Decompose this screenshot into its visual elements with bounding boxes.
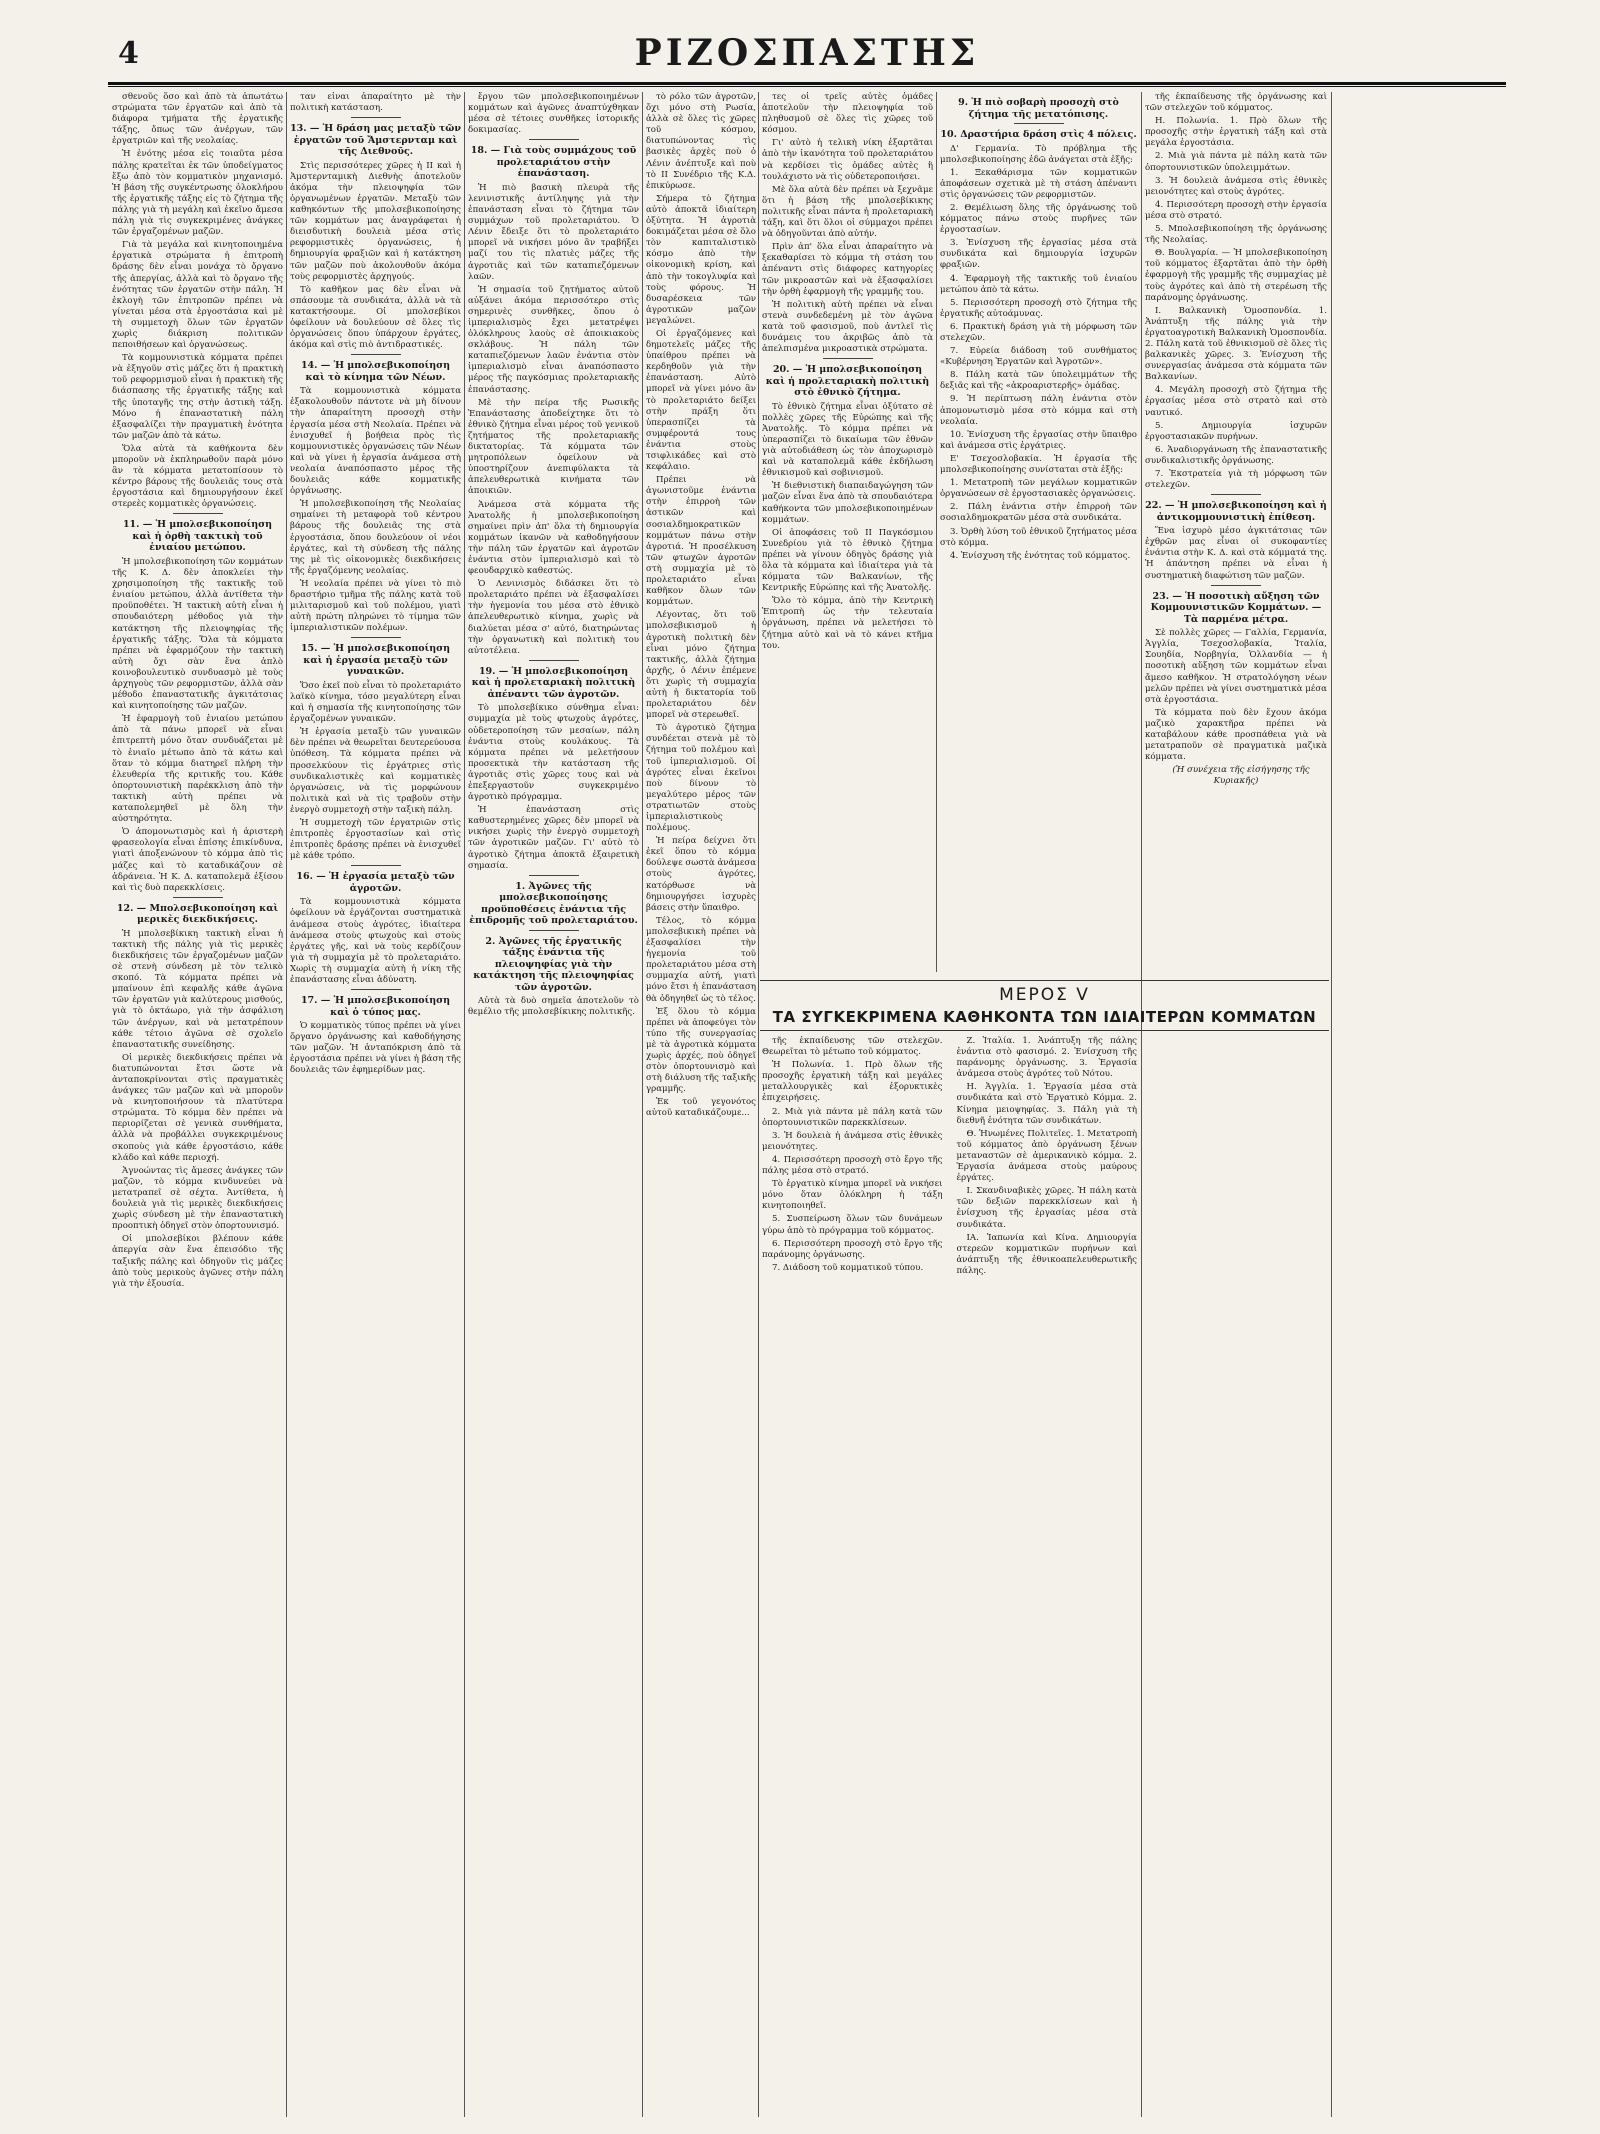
article-paragraph: Λέγοντας, ὅτι τοῦ μπολσεβικισμοῦ ἡ ἀγροτικὴ πολιτικὴ δὲν εἶναι μόνο ζήτημα τακτικῆς, ἀλλὰ ζήτημα ἀρχῆς, ὁ Λένιν ἐπέμενε ὅτι χωρὶς τὴ συμμαχία αὐτὴ ἡ δικτατορία τοῦ προλεταριάτου δὲν μπορεῖ νὰ στερεωθεῖ.	[646, 610, 756, 721]
article-paragraph: Ἡ νεολαία πρέπει νὰ γίνει τὸ πιὸ δραστήριο τμῆμα τῆς πάλης κατὰ τοῦ μιλιταρισμοῦ καὶ τοῦ πολέμου, γιατὶ αὐτὴ πρώτη πληρώνει τὸ τίμημα τῶν ἰμπεριαλιστικῶν πολέμων.	[290, 578, 461, 634]
column-1	[112, 92, 283, 2117]
article-paragraph: Ἡ πείρα δείχνει ὅτι ἐκεῖ ὅπου τὸ κόμμα δούλεψε σωστὰ ἀνάμεσα στοὺς ἀγρότες, κατόρθωσε νὰ δημιουργήσει ἰσχυρὲς βάσεις στὴν ὕπαιθρο.	[646, 836, 756, 913]
article-paragraph: Ὅσο ἐκεῖ ποὺ εἶναι τὸ προλεταριάτο λαϊκὸ κίνημα, τόσο μεγαλύτερη εἶναι καὶ ἡ σημασία τῆς κινητοποίησης τῶν ἐργαζομένων γυναικῶν.	[290, 680, 461, 725]
article-paragraph: 5. Δημιουργία ἰσχυρῶν ἐργοστασιακῶν πυρήνων.	[1145, 420, 1327, 442]
article-heading: 20. — Ἡ μπολσεβικοποίηση καὶ ἡ προλεταριακὴ πολιτικὴ στὸ ἐθνικὸ ζήτημα.	[765, 364, 930, 399]
article-paragraph: Ἕνα ἰσχυρὸ μέσο ἀγκιτάτσιας τῶν ἐχθρῶν μας εἶναι οἱ συκοφαντίες ἐνάντια στὴν Κ. Δ. καὶ στὰ κόμματά της. Ἡ ἀπάντηση πρέπει νὰ εἶναι ἡ συστηματικὴ διαφώτιση τῶν μαζῶν.	[1145, 526, 1327, 581]
article-paragraph: Σὲ πολλὲς χῶρες — Γαλλία, Γερμανία, Ἀγγλία, Τσεχοσλοβακία, Ἰταλία, Σουηδία, Νορβηγία, Ὁλλανδία — ἡ ποσοτικὴ αὔξηση τῶν κομμάτων εἶναι ἄμεσο καθῆκον. Ἡ στρατολόγηση νέων μελῶν πρέπει νὰ γίνει συστηματικὰ μέσα στὰ ἐργοστάσια.	[1145, 628, 1327, 705]
article-separator	[351, 117, 401, 118]
article-paragraph: Τὸ ἀγροτικὸ ζήτημα συνδέεται στενὰ μὲ τὸ ζήτημα τοῦ πολέμου καὶ τοῦ ἰμπεριαλισμοῦ. Οἱ ἀγρότες εἶναι ἐκεῖνοι ποὺ δίνουν τὸ μεγαλύτερο μέρος τῶν στρατιωτῶν στοὺς ἰμπεριαλιστικοὺς πολέμους.	[646, 723, 756, 834]
article-paragraph: Ἡ πιὸ βασικὴ πλευρὰ τῆς λενινιστικῆς ἀντίληψης γιὰ τὴν ἐπανάσταση εἶναι τὸ ζήτημα τῶν συμμάχων τοῦ προλεταριάτου. Ὁ Λένιν ἔδειξε ὅτι τὸ προλεταριάτο μπορεῖ νὰ νικήσει μόνο ἂν τραβήξει μαζί του τὶς πλατιὲς μάζες τῆς ἀγροτιᾶς καὶ τῶν καταπιεζόμενων λαῶν.	[468, 182, 639, 282]
article-paragraph: Πρὶν ἀπ' ὅλα εἶναι ἀπαραίτητο νὰ ξεκαθαρίσει τὸ κόμμα τὴ στάση του ἀπέναντι στὶς διάφορες κατηγορίες τῶν μικροαστῶν καὶ νὰ ἐξασφαλίσει τὴν ὀρθὴ ἐφαρμογὴ τῆς γραμμῆς του.	[762, 242, 933, 297]
article-paragraph: Μὲ τὴν πείρα τῆς Ρωσικῆς Ἐπανάστασης ἀποδείχτηκε ὅτι τὸ ἐθνικὸ ζήτημα εἶναι μέρος τοῦ γενικοῦ ζητήματος τῆς προλεταριακῆς δικτατορίας. Τὰ κόμματα τῶν μητροπόλεων ὀφείλουν νὰ ὑποστηρίζουν ἀνεπιφύλακτα τὰ ἀπελευθερωτικὰ κινήματα τῶν ἀποικιῶν.	[468, 397, 639, 497]
article-separator	[173, 513, 223, 514]
column-6	[940, 92, 1137, 972]
article-paragraph: Τὰ κόμματα ποὺ δὲν ἔχουν ἀκόμα μαζικὸ χαρακτῆρα πρέπει νὰ καταβάλουν κάθε προσπάθεια γιὰ νὰ μετατραποῦν σὲ πραγματικὰ μαζικὰ κόμματα.	[1145, 707, 1327, 763]
article-paragraph: 4. Ἐνίσχυση τῆς ἑνότητας τοῦ κόμματος.	[950, 550, 1131, 561]
article-paragraph: Οἱ μερικὲς διεκδικήσεις πρέπει νὰ διατυπώνονται ἔτσι ὥστε νὰ ἀνταποκρίνονται στὶς πραγματικὲς ἀνάγκες τῶν μαζῶν καὶ νὰ μποροῦν νὰ κινητοποιήσουν τὰ πλατύτερα στρώματα. Τὸ κόμμα δὲν πρέπει νὰ περιορίζεται σὲ γενικὰ συνθήματα, ἀλλὰ νὰ προβάλλει συγκεκριμένους σκοποὺς γιὰ κάθε ἐργοστάσιο, κάθε κλάδο καὶ κάθε περιοχή.	[112, 1052, 283, 1163]
article-separator	[529, 930, 579, 931]
column-divider	[936, 92, 937, 972]
article-paragraph: Ἡ μπολσεβικοποίηση τῆς Νεολαίας σημαίνει τὴ μεταφορὰ τοῦ κέντρου βάρους τῆς δουλειᾶς της στὰ ἐργοστάσια, ὅπου δουλεύουν οἱ νέοι ἐργάτες, καὶ τὴ σύνδεση τῆς πάλης της μὲ τὶς οἰκονομικὲς διεκδικήσεις τῆς ἐργαζόμενης νεολαίας.	[290, 499, 461, 576]
article-paragraph: Οἱ μπολσεβίκοι βλέπουν κάθε ἀπεργία σὰν ἕνα ἐπεισόδιο τῆς ταξικῆς πάλης καὶ ὁδηγοῦν τὶς μάζες ἀπὸ τοὺς μερικοὺς ἀγῶνες στὴν πάλη γιὰ τὴν ἐξουσία.	[112, 1234, 283, 1289]
column-7	[1145, 92, 1327, 2117]
article-paragraph: ΙΑ. Ἰαπωνία καὶ Κίνα. Δημιουργία στερεῶν κομματικῶν πυρήνων καὶ ἀνάπτυξη τῆς ἐθνικοαπελευθερωτικῆς πάλης.	[956, 1232, 1137, 1276]
column-divider	[758, 92, 759, 2117]
article-separator	[529, 875, 579, 876]
article-paragraph: 6. Πρακτικὴ δράση γιὰ τὴ μόρφωση τῶν στελεχῶν.	[940, 321, 1137, 343]
article-paragraph: Πρέπει νὰ ἀγωνιστοῦμε ἐνάντια στὴν ἐπιρροὴ τῶν ἀστικῶν καὶ σοσιαλδημοκρατικῶν κομμάτων πάνω στὴν ἀγροτιά. Ἡ προσέλκυση τῶν φτωχῶν ἀγροτῶν στὴ συμμαχία μὲ τὸ προλεταριάτο εἶναι καθῆκον ὅλων τῶν κομμάτων.	[646, 475, 756, 608]
article-paragraph: Ἡ διεθνιστικὴ διαπαιδαγώγηση τῶν μαζῶν εἶναι ἕνα ἀπὸ τὰ σπουδαιότερα καθήκοντα τῶν μπολσεβικοποιημένων κομμάτων.	[762, 481, 933, 525]
article-paragraph: τὸ ρόλο τῶν ἀγροτῶν, ὄχι μόνο στὴ Ρωσία, ἀλλὰ σὲ ὅλες τὶς χῶρες τοῦ κόσμου, διατυπώνοντας τὶς βασικὲς ἀρχὲς ποὺ ὁ Λένιν ἀνέπτυξε καὶ ποὺ τὸ II Συνέδριο τῆς Κ.Δ. ἐπικύρωσε.	[646, 92, 756, 191]
part-subtitle: ΤΑ ΣΥΓΚΕΚΡΙΜΕΝΑ ΚΑΘΗΚΟΝΤΑ ΤΩΝ ΙΔΙΑΙΤΕΡΩΝ ΚΟΜΜΑΤΩΝ	[772, 1008, 1317, 1026]
article-paragraph: Ἡ ἐφαρμογὴ τοῦ ἑνιαίου μετώπου ἀπὸ τὰ πάνω μπορεῖ νὰ εἶναι ἐπιτρεπτὴ μόνο ὅταν συνδυάζεται μὲ τὸ ἑνιαῖο μέτωπο ἀπὸ τὰ κάτω καὶ ὅταν τὸ κόμμα διατηρεῖ πλήρη τὴν ἐλευθερία τῆς κριτικῆς του. Κάθε ὀπορτουνιστικὴ παρέκκλιση ἀπὸ τὴν τακτικὴ αὐτὴ πρέπει νὰ καταπολεμηθεῖ μὲ ὅλη τὴν αὐστηρότητα.	[112, 714, 283, 825]
article-paragraph: Ἡ ἐπανάσταση στὶς καθυστερημένες χῶρες δὲν μπορεῖ νὰ νικήσει χωρὶς τὴν ἐνεργὸ συμμετοχὴ τῶν ἀγροτικῶν μαζῶν. Γι' αὐτὸ τὸ ἀγροτικὸ ζήτημα ἀποκτᾶ ἐξαιρετικὴ σημασία.	[468, 805, 639, 871]
article-paragraph: Ὁ Λενινισμὸς διδάσκει ὅτι τὸ προλεταριάτο πρέπει νὰ ἐξασφαλίσει τὴν ἡγεμονία του μέσα στὸ ἐθνικὸ ἀπελευθερωτικὸ κίνημα, χωρὶς νὰ διαλύεται μέσα σ' αὐτό, διατηρώντας τὴν ὀργανωτικὴ καὶ πολιτικὴ του αὐτοτέλεια.	[468, 579, 639, 656]
article-separator	[1211, 585, 1261, 586]
column-divider	[642, 92, 643, 2117]
article-paragraph: Θ. Ἡνωμένες Πολιτεῖες. 1. Μετατροπὴ τοῦ κόμματος ἀπὸ ὀργάνωση ξένων μεταναστῶν σὲ ἀμερικανικὸ κόμμα. 2. Ἐργασία ἀνάμεσα στοὺς μαύρους ἐργάτες.	[956, 1128, 1137, 1184]
article-heading: 15. — Ἡ μπολσεβικοποίηση καὶ ἡ ἐργασία μεταξὺ τῶν γυναικῶν.	[300, 643, 451, 678]
article-paragraph: ἔργου τῶν μπολσεβικοποιημένων κομμάτων καὶ ἀγῶνες ἀναπτύχθηκαν μέσα σὲ τέτοιες συνθῆκες ἱστορικῆς δοκιμασίας.	[468, 92, 639, 136]
article-paragraph: 3. Ἐνίσχυση τῆς ἐργασίας μέσα στὰ συνδικάτα καὶ δημιουργία ἰσχυρῶν φραξιῶν.	[940, 238, 1137, 271]
article-paragraph: Ἡ ἐνότης μέσα εἰς τοιαῦτα μέσα πάλης κρατεῖται ἐκ τῶν ὑποδείγματος ἔξω ἀπὸ τὸν κομματικὸν μηχανισμό. Ἡ βάση τῆς συγκέντρωσης ὁλοκλήρου τῆς ἐργατικῆς τάξης εἰς τὸ ζήτημα τῆς πάλης γιὰ τὴ μεγάλη καὶ ἐκεῖνο ἄμεσα πάλη γιὰ τὶς συγκεκριμένες ἀνάγκες τῶν ἐργαζομένων μαζῶν.	[112, 149, 283, 238]
article-paragraph: 1. Μετατροπὴ τῶν μεγάλων κομματικῶν ὀργανώσεων σὲ ἐργοστασιακὲς ὀργανώσεις.	[940, 478, 1137, 500]
column-5	[762, 92, 933, 972]
article-paragraph: Η. Ἀγγλία. 1. Ἐργασία μέσα στὰ συνδικάτα καὶ στὸ Ἐργατικὸ Κόμμα. 2. Κίνημα μειοψηφίας. 3. Πάλη γιὰ τὴ διεθνῆ ἑνότητα τῶν συνδικάτων.	[956, 1082, 1137, 1126]
article-paragraph: Ἀνάμεσα στὰ κόμματα τῆς Ἀνατολῆς ἡ μπολσεβικοποίηση σημαίνει πρὶν ἀπ' ὅλα τὴ δημιουργία κομμάτων ἱκανῶν νὰ καθοδηγήσουν τὴν πάλη τῶν ἐργατῶν καὶ ἀγροτῶν ἐνάντια στὸν ἰμπεριαλισμὸ καὶ τὸ φεουδαρχικὸ καθεστώς.	[468, 499, 639, 577]
article-paragraph: τῆς ἐκπαίδευσης τῆς ὀργάνωσης καὶ τῶν στελεχῶν τοῦ κόμματος.	[1145, 92, 1327, 114]
article-paragraph: Ὁ κομματικὸς τύπος πρέπει νὰ γίνει ὄργανο ὀργάνωσης καὶ καθοδήγησης τῶν μαζῶν. Ἡ ἀνταπόκριση ἀπὸ τὰ ἐργοστάσια πρέπει νὰ γίνει ἡ βάση τῆς δουλειᾶς τῶν ἐφημερίδων μας.	[290, 1021, 461, 1076]
article-paragraph: Οἱ ἀποφάσεις τοῦ II Παγκόσμιου Συνεδρίου γιὰ τὸ ἐθνικὸ ζήτημα πρέπει νὰ γίνουν ὁδηγὸς δράσης γιὰ ὅλα τὰ κόμματα καὶ ἰδιαίτερα γιὰ τὰ κόμματα τῶν Βαλκανίων, τῆς Κεντρικῆς Εὐρώπης καὶ τῆς Ἀνατολῆς.	[762, 527, 933, 594]
article-paragraph: Τέλος, τὸ κόμμα μπολσεβικικὴ πρέπει νὰ ἐξασφαλίσει τὴν ἡγεμονία τοῦ προλεταριάτου μέσα στὴ συμμαχία αὐτή, γιατὶ μόνο ἔτσι ἡ ἐπανάσταση θὰ ὁδηγηθεῖ ὡς τὸ τέλος.	[646, 915, 756, 1004]
article-paragraph: 10. Ἐνίσχυση τῆς ἐργασίας στὴν ὕπαιθρο καὶ ἀνάμεσα στὶς ἐργάτριες.	[940, 429, 1137, 451]
article-paragraph: Ὁ ἀπομονωτισμὸς καὶ ἡ ἀριστερὴ φρασεολογία εἶναι ἐπίσης ἐπικίνδυνα, γιατὶ ἀποξενώνουν τὸ κόμμα ἀπὸ τὶς μάζες καὶ τὸ καταδικάζουν σὲ ἀδράνεια. Ἡ Κ. Δ. καταπολεμᾶ ἐξίσου καὶ τὶς δυὸ παρεκκλίσεις.	[112, 827, 283, 893]
article-paragraph: Μὲ ὅλα αὐτὰ δὲν πρέπει νὰ ξεχνᾶμε ὅτι ἡ βάση τῆς μπολσεβίκικης πολιτικῆς εἶναι πάντα ἡ προλεταριακὴ τάξη, καὶ ὅτι ὅλοι οἱ σύμμαχοι πρέπει νὰ ὁδηγοῦνται ἀπὸ αὐτήν.	[762, 184, 933, 240]
article-paragraph: Τὸ καθῆκον μας δὲν εἶναι νὰ σπάσουμε τὰ συνδικάτα, ἀλλὰ νὰ τὰ κατακτήσουμε. Οἱ μπολσεβίκοι ὀφείλουν νὰ δουλεύουν σὲ ὅλες τὶς ὀργανώσεις ὅπου ὑπάρχουν ἐργάτες, ἀκόμα καὶ στὶς πιὸ ἀντιδραστικές.	[290, 284, 461, 351]
article-paragraph: 2. Μιὰ γιὰ πάντα μὲ πάλη κατὰ τῶν ὀπορτουνιστικῶν ὑπολειμμάτων.	[1145, 151, 1327, 173]
article-paragraph: Τὸ ἐργατικὸ κίνημα μπορεῖ νὰ νικήσει μόνο ὅταν ὁλόκληρη ἡ τάξη κινητοποιηθεῖ.	[762, 1179, 943, 1212]
article-paragraph: Τὸ ἐθνικὸ ζήτημα εἶναι ὀξύτατο σὲ πολλὲς χῶρες τῆς Εὐρώπης καὶ τῆς Ἀνατολῆς. Τὸ κόμμα πρέπει νὰ ὑπερασπίζει τὸ δικαίωμα τῶν ἐθνῶν γιὰ αὐτοδιάθεση ὡς τὸν ἀποχωρισμὸ καὶ νὰ καταπολεμᾶ κάθε ἐκδήλωση ἐθνικισμοῦ καὶ σοβινισμοῦ.	[762, 401, 933, 479]
article-paragraph: τῆς ἐκπαίδευσης τῶν στελεχῶν. Θεωρεῖται τὸ μέτωπο τοῦ κόμματος.	[762, 1036, 943, 1058]
article-paragraph: Ἀγνοώντας τὶς ἄμεσες ἀνάγκες τῶν μαζῶν, τὸ κόμμα κινδυνεύει νὰ μετατραπεῖ σὲ σέχτα. Ἀντίθετα, ἡ δουλειὰ γιὰ τὶς μερικὲς διεκδικήσεις χωρὶς σύνδεση μὲ τὴν ἐπαναστατικὴ προοπτικὴ ὁδηγεῖ στὸν ὀπορτουνισμό.	[112, 1165, 283, 1232]
column-2	[290, 92, 461, 2117]
page-number: 4	[118, 36, 139, 71]
article-paragraph: 4. Ἐφαρμογὴ τῆς τακτικῆς τοῦ ἑνιαίου μετώπου ἀπὸ τὰ κάτω.	[940, 273, 1137, 295]
column-divider	[464, 92, 465, 2117]
article-paragraph: 8. Πάλη κατὰ τῶν ὑπολειμμάτων τῆς δεξιᾶς καὶ τῆς «ἀκροαριστερῆς» ὁμάδας.	[940, 370, 1137, 392]
article-paragraph: Ἡ μπολσεβίκικη τακτικὴ εἶναι ἡ τακτικὴ τῆς πάλης γιὰ τὶς μερικὲς διεκδικήσεις τῶν ἐργαζομένων μαζῶν σὲ στενὴ σύνδεση μὲ τὸν τελικὸ σκοπό. Τὰ κόμματα πρέπει νὰ μπαίνουν ἐπὶ κεφαλῆς κάθε ἀγῶνα τῶν ἐργατῶν γιὰ καλύτερους μισθούς, γιὰ τὸ ὀκτάωρο, γιὰ τὴν ἀσφάλιση τῶν ἀνέργων, καὶ νὰ μετατρέπουν κάθε τέτοιο ἀγῶνα σὲ σχολεῖο ἐπαναστατικῆς συνείδησης.	[112, 928, 283, 1050]
article-paragraph: 6. Ἀναδιοργάνωση τῆς ἐπαναστατικῆς συνδικαλιστικῆς ὀργάνωσης.	[1145, 444, 1327, 466]
article-paragraph: τες οἱ τρεῖς αὐτὲς ὁμάδες ἀποτελοῦν τὴν πλειοψηφία τοῦ πληθυσμοῦ σὲ ὅλες τὶς χῶρες τοῦ κόσμου.	[762, 92, 933, 136]
article-paragraph: Ἐξ ὅλου τὸ κόμμα πρέπει νὰ ἀποφεύγει τὸν τύπο τῆς συνεργασίας μὲ τὰ ἀγροτικὰ κόμματα χωρὶς ἀρχές, ποὺ ὁδηγεῖ στὸν ὀπορτουνισμὸ καὶ στὴ διάλυση τῆς ταξικῆς γραμμῆς.	[646, 1006, 756, 1095]
article-paragraph: Ἡ Πολωνία. 1. Πρὸ ὅλων τῆς προσοχῆς ἐργατικὴ τάξη καὶ μεγάλες μεταλλουργικὲς καὶ ἐξορυκτικὲς ἐπιχειρήσεις.	[762, 1060, 943, 1104]
article-separator	[823, 358, 873, 359]
article-separator	[351, 354, 401, 355]
column-3	[468, 92, 639, 2117]
article-paragraph: 5. Συσπείρωση ὅλων τῶν δυνάμεων γύρω ἀπὸ τὸ πρόγραμμα τοῦ κόμματος.	[762, 1214, 943, 1236]
article-paragraph: Ἡ μπολσεβικοποίηση τῶν κομμάτων τῆς Κ. Δ. δὲν ἀποκλείει τὴν χρησιμοποίηση τῆς τακτικῆς τοῦ ἑνιαίου μετώπου, ἀλλὰ ἀντίθετα τὴν προϋποθέτει. Ἡ τακτικὴ αὐτὴ εἶναι ἡ σπουδαιότερη μέθοδος γιὰ τὴν κατάκτηση τῆς πλειοψηφίας τῆς ἐργατικῆς τάξης. Ὅλα τὰ κόμματα πρέπει νὰ ἐφαρμόζουν τὴν τακτικὴ αὐτὴ ὄχι σὰν ἕνα ἁπλὸ κοινοβουλευτικὸ συνδυασμὸ μὲ τοὺς ἀρχηγοὺς τῶν ρεφορμιστῶν, ἀλλὰ σὰν μέθοδο ἐπαναστατικῆς ἀγκιτάτσιας καὶ κινητοποίησης τῶν μαζῶν.	[112, 556, 283, 712]
article-paragraph: Τὰ κομμουνιστικὰ κόμματα πρέπει νὰ ἐξηγοῦν στὶς μάζες ὅτι ἡ πρακτικὴ τοῦ ρεφορμισμοῦ εἶναι ἡ πρακτικὴ τῆς διάσπασης τῆς ἐργατικῆς τάξης καὶ τῆς ὑποταγῆς της στὴν ἀστικὴ τάξη. Μόνο ἡ ἐπαναστατικὴ πάλη ἐξασφαλίζει τὴν πραγματικὴ ἑνότητα τῶν μαζῶν ἀπὸ τὰ κάτω.	[112, 353, 283, 441]
article-paragraph: 5. Περισσότερη προσοχὴ στὸ ζήτημα τῆς ἐργατικῆς αὐτοάμυνας.	[940, 297, 1137, 319]
article-separator	[529, 660, 579, 661]
article-paragraph: Γι' αὐτὸ ἡ τελικὴ νίκη ἐξαρτᾶται ἀπὸ τὴν ἱκανότητα τοῦ προλεταριάτου νὰ κερδίσει τὶς ὁμάδες αὐτὲς ἢ τουλάχιστο νὰ τὶς οὐδετεροποιήσει.	[762, 138, 933, 182]
part-title: ΜΕΡΟΣ V	[999, 985, 1090, 1005]
masthead	[108, 30, 1506, 85]
article-paragraph: Θ. Βουλγαρία. — Ἡ μπολσεβικοποίηση τοῦ κόμματος ἐξαρτᾶται ἀπὸ τὴν ὀρθὴ ἐφαρμογὴ τῆς γραμμῆς τῆς συμμαχίας μὲ τοὺς ἀγρότες καὶ ἀπὸ τὴ στερέωση τῆς παράνομης ὀργάνωσης.	[1145, 248, 1327, 303]
article-paragraph: Ἡ ἐργασία μεταξὺ τῶν γυναικῶν δὲν πρέπει νὰ θεωρεῖται δευτερεύουσα ὑπόθεση. Τὰ κόμματα πρέπει νὰ προσελκύουν τὶς ἐργάτριες στὶς συνδικαλιστικὲς καὶ κομματικὲς ὀργανώσεις, νὰ τὶς μορφώνουν πολιτικὰ καὶ νὰ τὶς τραβοῦν στὴν ἐνεργὸ συμμετοχὴ στὴν ταξικὴ πάλη.	[290, 727, 461, 815]
article-heading: 9. Ἡ πιὸ σοβαρὴ προσοχὴ στὸ ζήτημα τῆς μετατόπισης.	[958, 97, 1119, 120]
article-separator	[173, 897, 223, 898]
article-paragraph: Ε' Τσεχοσλοβακία. Ἡ ἐργασία τῆς μπολσεβικοποίησης συνίσταται στὰ ἑξῆς:	[940, 453, 1137, 476]
column-8	[1335, 92, 1505, 2117]
article-paragraph: Ὅλα αὐτὰ τὰ καθήκοντα δὲν μποροῦν νὰ ἐκπληρωθοῦν παρὰ μόνο ἂν τὰ κόμματα μετατοπίσουν τὸ κέντρο βάρους τῆς δουλειᾶς τους στὰ ἐργοστάσια καὶ δημιουργήσουν ἐκεῖ στερεὲς κομματικὲς ὀργανώσεις.	[112, 443, 283, 510]
article-paragraph: σθενοῦς ὅσο καὶ ἀπὸ τὰ ἀπωτάτω στρώματα τῶν ἐργατῶν καὶ ἀπὸ τὰ διάφορα τμήματα τῆς ἐργατικῆς τάξης, ὄπως τῶν ἀνέργων, τῶν ἐργατριῶν καὶ τῆς νεολαίας.	[112, 92, 283, 147]
article-heading: 14. — Ἡ μπολσεβικοποίηση καὶ τὸ κίνημα τῶν Νέων.	[300, 360, 451, 383]
article-paragraph: Σήμερα τὸ ζήτημα αὐτὸ ἀποκτᾶ ἰδιαίτερη ὀξύτητα. Ἡ ἀγροτιὰ δοκιμάζεται μέσα σὲ ὅλο τὸν καπιταλιστικὸ κόσμο ἀπὸ τὴν οἰκονομικὴ κρίση, καὶ ἀπὸ τὴν τοκογλυφία καὶ τοὺς φόρους. Ἡ δυσαρέσκεια τῶν ἀγροτικῶν μαζῶν μεγαλώνει.	[646, 193, 756, 326]
article-separator	[1211, 494, 1261, 495]
article-paragraph: 4. Μεγάλη προσοχὴ στὸ ζήτημα τῆς ἐργασίας μέσα στὸ στρατὸ καὶ στὸ ναυτικό.	[1145, 385, 1327, 418]
column-4	[646, 92, 756, 2117]
column-5-lower	[762, 1036, 1137, 2116]
article-paragraph: Ι. Βαλκανικὴ Ὁμοσπονδία. 1. Ἀνάπτυξη τῆς πάλης γιὰ τὴν ἐργατοαγροτικὴ Βαλκανικὴ Ὁμοσπονδία. 2. Πάλη κατὰ τοῦ ἐθνικισμοῦ σὲ ὅλες τὶς βαλκανικὲς χῶρες. 3. Ἐνίσχυση τῆς συνεργασίας ἀνάμεσα στὰ κόμματα τῶν Βαλκανίων.	[1145, 305, 1327, 383]
article-paragraph: Γιὰ τὰ μεγάλα καὶ κινητοποιημένα ἐργατικὰ στρώματα ἡ ἐπιτροπὴ δράσης δὲν εἶναι μονάχα τὸ ὄργανο τῆς ἀπεργίας, ἀλλὰ καὶ τὸ ὄργανο τῆς ἐνότητας τῶν ἐργατῶν στὴν πάλη. Ἡ ἐκλογὴ τῶν ἐπιτροπῶν πρέπει νὰ γίνεται μέσα στὰ ἐργοστάσια καὶ μὲ τὴ συμμετοχὴ ὅλων τῶν ἐργατῶν χωρὶς διάκριση πολιτικῶν πεποιθήσεων καὶ ὀργανώσεως.	[112, 240, 283, 351]
article-separator	[1014, 123, 1064, 124]
article-paragraph: Οἱ ἐργαζόμενες καὶ δημοτελεῖς μάζες τῆς ὑπαίθρου πρέπει νὰ κερδηθοῦν γιὰ τὴν ἐπανάσταση. Αὐτὸ μπορεῖ νὰ γίνει μόνο ἂν τὸ προλεταριάτο δείξει στὴν πράξη ὅτι ὑπερασπίζει τὰ συμφέροντά τους ἐνάντια στοὺς τσιφλικάδες καὶ στὸ κεφάλαιο.	[646, 328, 756, 473]
article-paragraph: 3. Ἡ δουλειὰ ἡ ἀνάμεσα στὶς ἐθνικὲς μειονότητες.	[762, 1130, 943, 1152]
masthead-rule	[108, 86, 1506, 87]
column-divider	[1331, 92, 1332, 2117]
article-heading: 19. — Ἡ μπολσεβικοποίηση καὶ ἡ προλεταριακὴ πολιτικὴ ἀπέναντι τῶν ἀγροτῶν.	[471, 665, 636, 700]
article-paragraph: 4. Περισσότερη προσοχὴ στὴν ἐργασία μέσα στὸ στρατό.	[1145, 199, 1327, 221]
article-separator	[351, 989, 401, 990]
article-paragraph: 2. Πάλη ἐνάντια στὴν ἐπιρροὴ τῶν σοσιαλδημοκρατῶν μέσα στὰ συνδικάτα.	[940, 502, 1137, 524]
column-divider	[286, 92, 287, 2117]
article-paragraph: Ἡ συμμετοχὴ τῶν ἐργατριῶν στὶς ἐπιτροπὲς ἐργοστασίων καὶ στὶς ἐπιτροπὲς δράσης πρέπει νὰ ἐνισχυθεῖ μὲ κάθε τρόπο.	[290, 817, 461, 862]
article-paragraph: 7. Εὐρεία διάδοση τοῦ συνθήματος «Κυβέρνηση Ἐργατῶν καὶ Ἀγροτῶν».	[940, 346, 1137, 368]
article-heading: 18. — Γιὰ τοὺς συμμάχους τοῦ προλεταριάτου στὴν ἐπανάσταση.	[470, 145, 637, 180]
article-paragraph: 2. Μιὰ γιὰ πάντα μὲ πάλη κατὰ τῶν ὀπορτουνιστικῶν παρεκκλίσεων.	[762, 1106, 943, 1128]
article-separator	[351, 637, 401, 638]
article-heading: 16. — Ἡ ἐργασία μεταξὺ τῶν ἀγροτῶν.	[296, 871, 455, 894]
article-heading: 13. — Ἡ δράση μας μεταξὺ τῶν ἐργατῶν τοῦ Ἄμστερνταμ καὶ τῆς Διεθνοῦς.	[290, 123, 461, 158]
article-paragraph: 5. Μπολσεβικοποίηση τῆς ὀργάνωσης τῆς Νεολαίας.	[1145, 224, 1327, 246]
article-heading: 12. — Μπολσεβικοποίηση καὶ μερικὲς διεκδικήσεις.	[116, 902, 279, 926]
article-heading: 22. — Ἡ μπολσεβικοποίηση καὶ ἡ ἀντικομμουνιστικὴ ἐπίθεση.	[1145, 500, 1327, 523]
article-paragraph: Η. Πολωνία. 1. Πρὸ ὅλων τῆς προσοχῆς στὴν ἐργατικὴ τάξη καὶ στὰ μεγάλα ἐργοστάσια.	[1145, 116, 1327, 149]
article-paragraph: Τὸ μπολσεβίκικο σύνθημα εἶναι: συμμαχία μὲ τοὺς φτωχοὺς ἀγρότες, οὐδετεροποίηση τῶν μεσαίων, πάλη ἐνάντια στοὺς κουλάκους. Τὰ κόμματα πρέπει νὰ μελετήσουν προσεκτικὰ τὴν κατάσταση τῆς ἀγροτιᾶς στὶς χῶρες τους καὶ νὰ ἐπεξεργαστοῦν συγκεκριμένο ἀγροτικὸ πρόγραμμα.	[468, 703, 639, 803]
article-paragraph: Ζ. Ἰταλία. 1. Ἀνάπτυξη τῆς πάλης ἐνάντια στὸ φασισμό. 2. Ἐνίσχυση τῆς παράνομης ὀργάνωσης. 3. Ἐργασία ἀνάμεσα στοὺς ἀγρότες τοῦ Νότου.	[956, 1036, 1137, 1080]
article-separator	[351, 865, 401, 866]
article-paragraph: Δ' Γερμανία. Τὸ πρόβλημα τῆς μπολσεβικοποίησης ἐδῶ ἀνάγεται στὰ ἑξῆς:	[940, 143, 1137, 165]
article-paragraph: Στὶς περισσότερες χῶρες ἡ II καὶ ἡ Ἀμστερνταμικὴ Διεθνὴς ἀποτελοῦν ἀκόμα τὴν πλειοψηφία τῶν ὀργανωμένων ἐργατῶν. Μεταξὺ τῶν καθηκόντων τῆς μπολσεβικοποίησης τῶν κομμάτων μας ἀναγράφεται ἡ διεισδυτικὴ δουλειὰ μέσα στὶς ρεφορμιστικὲς ὀργανώσεις, ἡ δημιουργία φραξιῶν καὶ ἡ κατάκτηση τῶν μαζῶν ποὺ ἀκολουθοῦν ἀκόμα τοὺς ρεφορμιστὲς ἀρχηγούς.	[290, 160, 461, 282]
article-paragraph: Ἡ σημασία τοῦ ζητήματος αὐτοῦ αὐξάνει ἀκόμα περισσότερο στὶς σημερινὲς συνθῆκες, ὅπου ὁ ἰμπεριαλισμὸς ἔχει μετατρέψει ὁλόκληρους λαοὺς σὲ ἀποικιακοὺς σκλάβους. Ἡ πάλη τῶν καταπιεζόμενων λαῶν ἐνάντια στὸν ἰμπεριαλισμὸ εἶναι ἀναπόσπαστο μέρος τῆς παγκόσμιας προλεταριακῆς ἐπανάστασης.	[468, 284, 639, 395]
article-paragraph: 7. Διάδοση τοῦ κομματικοῦ τύπου.	[772, 1262, 924, 1273]
column-divider	[1141, 92, 1142, 2117]
article-paragraph: Ἡ πολιτικὴ αὐτὴ πρέπει νὰ εἶναι στενὰ συνδεδεμένη μὲ τὸν ἀγῶνα κατὰ τοῦ φασισμοῦ, ποὺ ἀντλεῖ τὶς δυνάμεις του ἀκριβῶς ἀπὸ τὰ ἀπελπισμένα μικροαστικὰ στρώματα.	[762, 299, 933, 355]
article-heading: 17. — Ἡ μπολσεβικοποίηση καὶ ὁ τύπος μας.	[300, 995, 451, 1018]
article-heading: 2. Ἀγῶνες τῆς ἐργατικῆς τάξης ἐνάντια τῆς πλειοψηφίας γιὰ τὴν κατάκτηση τῆς πλειοψηφίας τῶν ἀγροτῶν.	[473, 935, 634, 993]
article-heading: 10. Δραστήρια δράση στὶς 4 πόλεις.	[940, 129, 1137, 140]
article-paragraph: Αὐτὰ τὰ δυὸ σημεῖα ἀποτελοῦν τὸ θεμέλιο τῆς μπολσεβίκικης πολιτικῆς.	[468, 996, 639, 1018]
article-paragraph: Τὰ κομμουνιστικὰ κόμματα ἐξακολουθοῦν πάντοτε νὰ μὴ δίνουν τὴν ἀπαραίτητη προσοχὴ στὴν ἐργασία μέσα στὴ Νεολαία. Πρέπει νὰ ἐνισχυθεῖ ἡ βοήθεια πρὸς τὶς κομμουνιστικὲς ὀργανώσεις τῶν Νέων καὶ νὰ γίνει ἡ ἐργασία ἀνάμεσα στὴ νεολαία ἀναπόσπαστο μέρος τῆς δουλειᾶς κάθε κομματικῆς ὀργάνωσης.	[290, 386, 461, 497]
article-paragraph: 6. Περισσότερη προσοχὴ στὸ ἔργο τῆς παράνομης ὀργάνωσης.	[762, 1238, 943, 1260]
article-paragraph: 4. Περισσότερη προσοχὴ στὸ ἔργο τῆς πάλης μέσα στὸ στρατό.	[762, 1154, 943, 1177]
article-separator	[529, 139, 579, 140]
article-paragraph: 2. Θεμέλιωση ὅλης τῆς ὀργάνωσης τοῦ κόμματος πάνω στοὺς πυρῆνες τῶν ἐργοστασίων.	[940, 202, 1137, 236]
article-paragraph: ταν εἶναι ἀπαραίτητο μὲ τὴν πολιτικὴ κατάσταση.	[290, 92, 461, 114]
article-paragraph: Ι. Σκανδιναβικὲς χῶρες. Ἡ πάλη κατὰ τῶν δεξιῶν παρεκκλίσεων καὶ ἡ ἐνίσχυση τῆς ἐργασίας μέσα στὰ συνδικάτα.	[956, 1186, 1137, 1230]
article-heading: 1. Ἀγῶνες τῆς μπολσεβικοποίησης προϋποθέσεις ἐνάντια τῆς ἐπιδρομῆς τοῦ προλεταριάτου.	[469, 880, 638, 927]
article-paragraph: Ὅλο τὸ κόμμα, ἀπὸ τὴν Κεντρικὴ Ἐπιτροπὴ ὡς τὴν τελευταία ὀργάνωση, πρέπει νὰ μελετήσει τὸ ζήτημα αὐτὸ καὶ νὰ τὸ κάνει κτῆμα του.	[762, 596, 933, 651]
article-heading: 23. — Ἡ ποσοτικὴ αὔξηση τῶν Κομμουνιστικῶν Κομμάτων. — Τὰ παρμένα μέτρα.	[1150, 590, 1322, 625]
article-paragraph: Ἐκ τοῦ γεγονότος αὐτοῦ καταδικάζουμε...	[646, 1097, 756, 1119]
newspaper-title: ΡΙΖΟΣΠΑΣΤΗΣ	[634, 32, 980, 74]
article-paragraph: 1. Ξεκαθάρισμα τῶν κομματικῶν ἀποφάσεων σχετικὰ μὲ τὴ στάση ἀπέναντι στὶς ὀργανώσεις τῶν ρεφορμιστῶν.	[940, 167, 1137, 200]
article-heading: 11. — Ἡ μπολσεβικοποίηση καὶ ἡ ὀρθὴ τακτικὴ τοῦ ἑνιαίου μετώπου.	[122, 519, 273, 554]
continuation-note: (Ἡ συνέχεια τῆς εἰσήγησης τῆς Κυριακῆς)	[1172, 765, 1310, 787]
article-paragraph: Τὰ κομμουνιστικὰ κόμματα ὀφείλουν νὰ ἐργάζονται συστηματικὰ ἀνάμεσα στοὺς ἀγρότες, ἰδιαίτερα ἀνάμεσα στοὺς φτωχοὺς καὶ στοὺς ἐργάτες γῆς, καὶ νὰ τοὺς κερδίζουν γιὰ τὴ συμμαχία μὲ τὸ προλεταριάτο. Χωρὶς τὴ συμμαχία αὐτὴ ἡ νίκη τῆς ἐπανάστασης εἶναι ἀδύνατη.	[290, 897, 461, 985]
article-paragraph: 3. Ἡ δουλειὰ ἀνάμεσα στὶς ἐθνικὲς μειονότητες καὶ στοὺς ἀγρότες.	[1145, 175, 1327, 197]
article-paragraph: 3. Ὀρθὴ λύση τοῦ ἐθνικοῦ ζητήματος μέσα στὸ κόμμα.	[940, 526, 1137, 548]
article-paragraph: 7. Ἐκστρατεία γιὰ τὴ μόρφωση τῶν στελεχῶν.	[1145, 469, 1327, 491]
article-paragraph: 9. Ἡ περίπτωση πάλη ἐνάντια στὸν ἀπομονωτισμὸ μέσα στὸ κόμμα καὶ στὴ νεολαία.	[940, 394, 1137, 427]
